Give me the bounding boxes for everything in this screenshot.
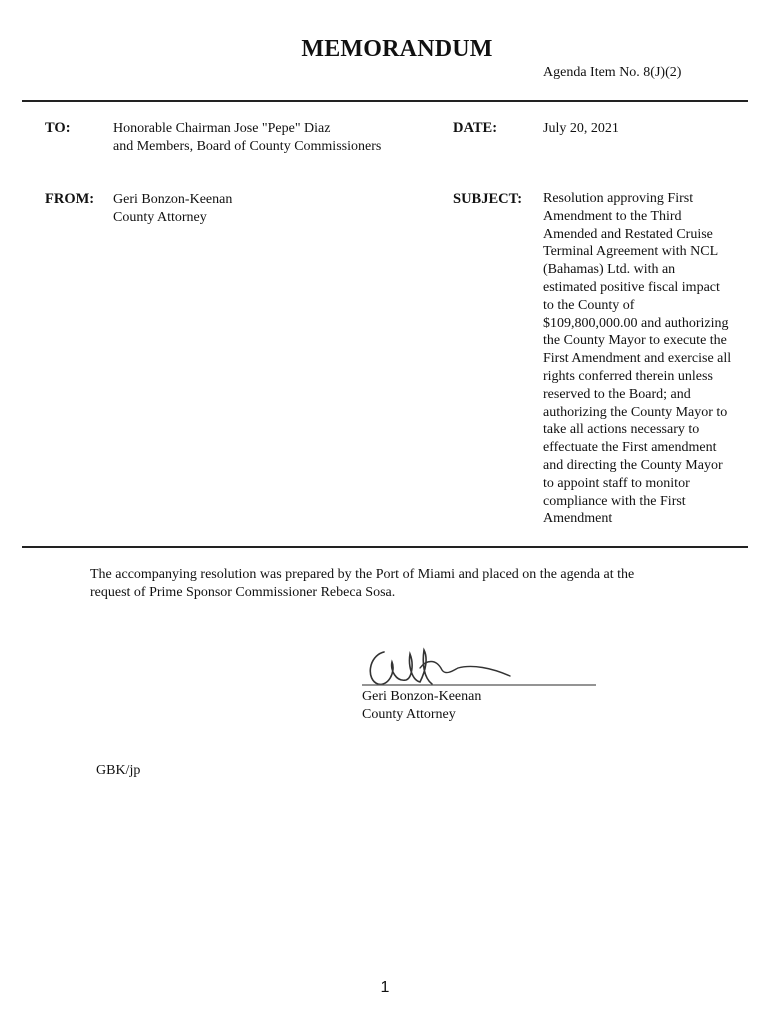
subject-line: First Amendment and exercise all bbox=[543, 351, 732, 367]
subject-line: rights conferred therein unless bbox=[543, 368, 713, 384]
to-recipient bbox=[113, 120, 381, 156]
subject-line: Amendment to the Third bbox=[543, 208, 682, 224]
subject-text bbox=[543, 190, 753, 528]
subject-line: estimated positive fiscal impact bbox=[543, 279, 720, 295]
date-value: July 20, 2021 bbox=[543, 121, 619, 136]
subject-line: reserved to the Board; and bbox=[543, 386, 691, 402]
subject-line: effectuate the First amendment bbox=[543, 440, 717, 456]
subject-line: the County Mayor to execute the bbox=[543, 333, 727, 349]
from-line-1: Geri Bonzon-Keenan bbox=[113, 192, 233, 207]
subject-line: to the County of bbox=[543, 297, 635, 313]
body-line-2: request of Prime Sponsor Commissioner Rebeca Sosa. bbox=[90, 585, 396, 600]
subject-line: (Bahamas) Ltd. with an bbox=[543, 262, 676, 278]
to-label: TO: bbox=[45, 120, 71, 136]
from-sender bbox=[113, 191, 232, 227]
agenda-item-number: Agenda Item No. 8(J)(2) bbox=[543, 65, 682, 80]
subject-label: SUBJECT: bbox=[453, 191, 523, 207]
to-line-1: Honorable Chairman Jose "Pepe" Diaz bbox=[113, 121, 331, 136]
signatory-name: Geri Bonzon-Keenan bbox=[362, 689, 482, 704]
signatory-title: County Attorney bbox=[362, 707, 456, 722]
body-divider bbox=[22, 546, 748, 548]
signatory-block bbox=[362, 688, 481, 724]
subject-line: Resolution approving First bbox=[543, 191, 694, 206]
subject-line: to appoint staff to monitor bbox=[543, 475, 690, 491]
subject-line: authorizing the County Mayor to bbox=[543, 404, 728, 420]
subject-line: Amended and Restated Cruise bbox=[543, 226, 713, 242]
subject-line: Terminal Agreement with NCL bbox=[543, 244, 719, 260]
to-line-2: and Members, Board of County Commissioners bbox=[113, 139, 382, 154]
handwritten-signature bbox=[362, 640, 602, 692]
subject-line: and directing the County Mayor bbox=[543, 457, 723, 473]
subject-line: $109,800,000.00 and authorizing bbox=[543, 315, 729, 331]
date-label: DATE: bbox=[453, 120, 498, 136]
page-number: 1 bbox=[380, 979, 390, 996]
from-label: FROM: bbox=[45, 191, 95, 207]
body-paragraph bbox=[90, 566, 710, 602]
typist-initials: GBK/jp bbox=[96, 763, 141, 778]
memo-title: MEMORANDUM bbox=[301, 36, 493, 62]
subject-line: take all actions necessary to bbox=[543, 422, 700, 438]
subject-line: compliance with the First bbox=[543, 493, 686, 509]
header-divider bbox=[22, 100, 748, 102]
body-line-1: The accompanying resolution was prepared by the Port of Miami and placed on the agenda at the bbox=[90, 567, 635, 582]
from-line-2: County Attorney bbox=[113, 210, 207, 225]
subject-line: Amendment bbox=[543, 511, 613, 527]
